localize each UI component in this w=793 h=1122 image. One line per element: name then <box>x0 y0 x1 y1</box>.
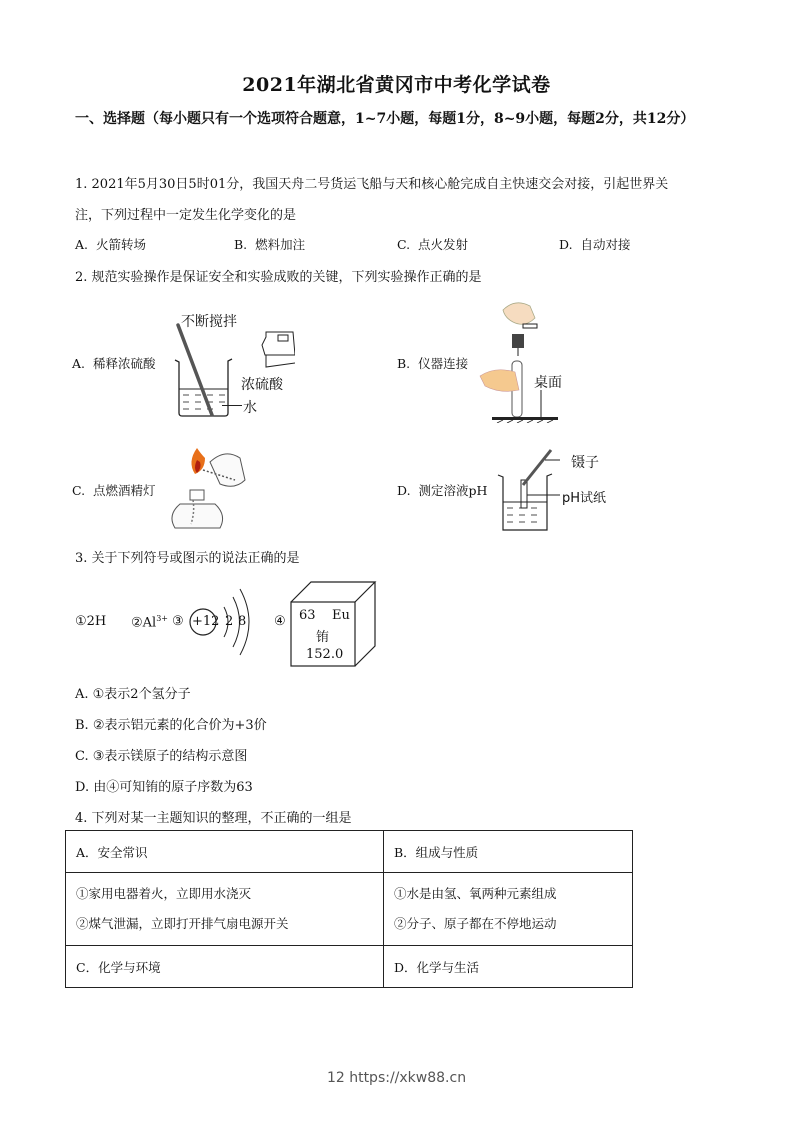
q3-option-d[interactable]: D. 由④可知铕的原子序数为63 <box>75 780 253 795</box>
table-cell <box>66 873 384 946</box>
option-label: B. <box>234 237 248 252</box>
symbol-4: ④ <box>274 614 286 629</box>
alcohol-lamp-figure <box>165 440 270 530</box>
q3-option-c[interactable]: C. ③表示镁原子的结构示意图 <box>75 749 248 764</box>
q3-stem: 3. 关于下列符号或图示的说法正确的是 <box>75 551 300 566</box>
water-leader-line <box>222 405 242 406</box>
q2-option-d[interactable] <box>397 481 487 499</box>
q1-stem-line1: 1. 2021年5月30日5时01分，我国天舟二号货运飞船与天和核心舱完成自主快速交会对接，引起世界关 <box>75 177 669 192</box>
q1-option-b[interactable] <box>234 235 305 253</box>
table-cell <box>384 873 633 946</box>
table-row <box>66 946 633 988</box>
cell-line: ①水是由氢、氧两种元素组成 <box>394 886 557 901</box>
option-text: 自动对接 <box>580 237 631 252</box>
shell-1: 2 <box>225 614 234 629</box>
q2-option-b[interactable] <box>397 354 468 372</box>
option-text: 点火发射 <box>418 237 469 252</box>
symbol-2 <box>131 614 168 630</box>
option-label: A. <box>75 237 89 252</box>
cell-line: ①家用电器着火，立即用水浇灭 <box>76 886 252 901</box>
section-heading: 一、选择题（每小题只有一个选项符合题意，1~7小题，每题1分，8~9小题，每题2分，共12分） <box>75 111 695 127</box>
option-label: D. <box>559 237 573 252</box>
charge-sup: 3+ <box>156 614 168 623</box>
option-label: D. <box>397 483 411 498</box>
q3-option-a[interactable]: A. ①表示2个氢分子 <box>75 687 191 702</box>
option-text: 火箭转场 <box>95 237 146 252</box>
cell-line: ②分子、原子都在不停地运动 <box>394 916 557 931</box>
option-text: 仪器连接 <box>418 356 469 371</box>
label-desktop: 桌面 <box>534 375 562 391</box>
page-title: 2021年湖北省黄冈市中考化学试卷 <box>242 74 551 96</box>
element-mass: 152.0 <box>306 647 344 662</box>
option-text: 测定溶液pH <box>418 483 488 498</box>
option-label: A. <box>72 356 86 371</box>
table-cell: B．组成与性质 <box>384 831 633 873</box>
q4-stem: 4. 下列对某一主题知识的整理，不正确的一组是 <box>75 811 352 826</box>
option-text: 燃料加注 <box>255 237 306 252</box>
symbol-3: ③ <box>172 614 184 629</box>
label-ph-paper: pH试纸 <box>562 491 607 506</box>
element-symbol: Eu <box>332 608 350 623</box>
element-name: 铕 <box>316 630 330 645</box>
table-cell: C．化学与环境 <box>66 946 384 988</box>
page-footer: 12 https://xkw88.cn <box>326 1070 467 1086</box>
option-text: 点燃酒精灯 <box>93 483 156 498</box>
label-tweezers: 镊子 <box>571 455 599 471</box>
option-text: 稀释浓硫酸 <box>92 356 156 371</box>
symbol-al: ②Al <box>131 615 157 631</box>
q1-option-a[interactable] <box>75 235 146 253</box>
q2-option-a[interactable] <box>72 354 155 372</box>
symbol-1: ①2H <box>75 614 107 629</box>
q1-option-d[interactable] <box>559 235 631 253</box>
q2-option-c[interactable] <box>72 481 156 499</box>
option-label: C. <box>397 237 411 252</box>
table-row <box>66 873 633 946</box>
q3-option-b[interactable]: B. ②表示铝元素的化合价为+3价 <box>75 718 267 733</box>
label-conc-acid: 浓硫酸 <box>241 377 283 393</box>
table-cell: A．安全常识 <box>66 831 384 873</box>
cell-line: ②煤气泄漏，立即打开排气扇电源开关 <box>76 916 289 931</box>
q2-stem: 2. 规范实验操作是保证安全和实验成败的关键，下列实验操作正确的是 <box>75 270 482 285</box>
shell-2: 8 <box>238 614 247 629</box>
label-water: 水 <box>243 400 257 416</box>
option-label: C. <box>72 483 86 498</box>
instrument-connection-figure <box>475 298 575 423</box>
table-row <box>66 831 633 873</box>
ph-test-figure <box>495 445 565 535</box>
table-cell: D．化学与生活 <box>384 946 633 988</box>
q4-table <box>65 830 633 988</box>
element-number: 63 <box>299 608 316 623</box>
option-label: B. <box>397 356 411 371</box>
nucleus-charge: +12 <box>192 614 220 629</box>
label-stir: 不断搅拌 <box>181 314 237 330</box>
q1-stem-line2: 注，下列过程中一定发生化学变化的是 <box>75 208 297 223</box>
q1-option-c[interactable] <box>397 235 468 253</box>
